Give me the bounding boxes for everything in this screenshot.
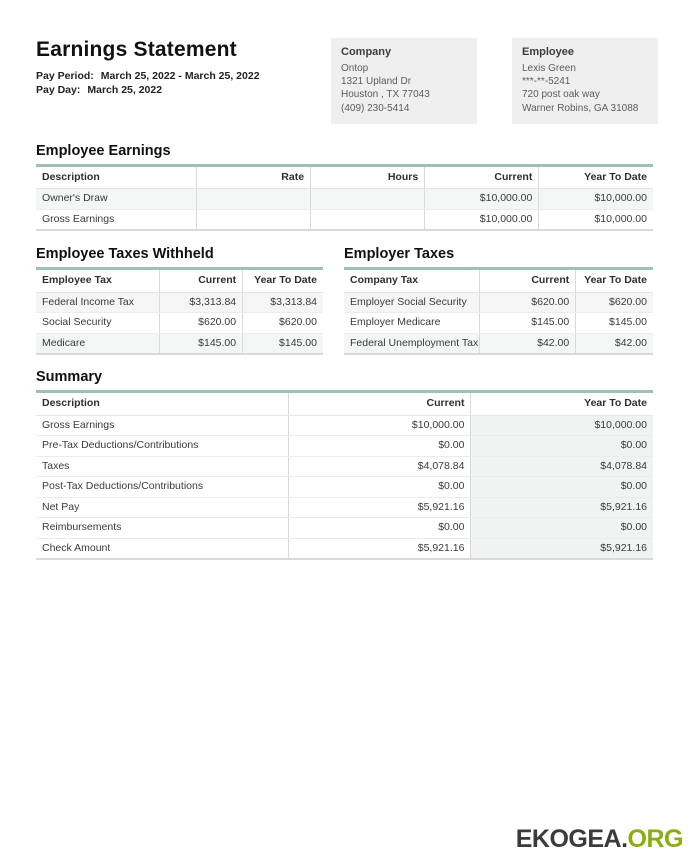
employee-taxes-column <box>36 231 323 355</box>
cell-ytd: $3,313.84 <box>243 292 323 313</box>
table-row <box>36 497 653 518</box>
cell-ytd: $5,921.16 <box>471 538 653 559</box>
cell-ytd: $10,000.00 <box>539 189 653 210</box>
cell-rate <box>196 209 310 230</box>
pay-day-value: March 25, 2022 <box>87 84 163 96</box>
cell-description: Owner's Draw <box>36 189 196 210</box>
company-phone: (409) 230-5414 <box>341 102 410 114</box>
header-cell-hours: Hours <box>311 165 425 189</box>
cell-current: $620.00 <box>480 292 576 313</box>
table-row <box>344 313 653 334</box>
cell-current: $5,921.16 <box>289 497 471 518</box>
table-header-row <box>36 392 653 416</box>
table-row <box>36 333 323 354</box>
employee-heading: Employee <box>522 46 574 58</box>
cell-current: $0.00 <box>289 477 471 498</box>
pay-period-value: March 25, 2022 - March 25, 2022 <box>100 70 260 82</box>
cell-description: Net Pay <box>36 497 289 518</box>
table-row <box>36 313 323 334</box>
company-city-line: Houston , TX 77043 <box>341 89 430 101</box>
header-cell-current: Current <box>159 269 242 293</box>
cell-current: $0.00 <box>289 518 471 539</box>
summary-table <box>36 390 653 560</box>
cell-current: $5,921.16 <box>289 538 471 559</box>
company-address-line: 1321 Upland Dr <box>341 76 412 88</box>
table-row <box>36 292 323 313</box>
cell-description: Pre-Tax Deductions/Contributions <box>36 436 289 457</box>
cell-current: $145.00 <box>159 333 242 354</box>
employee-address-line: 720 post oak way <box>522 89 600 101</box>
cell-tax-name: Medicare <box>36 333 159 354</box>
cell-current: $0.00 <box>289 436 471 457</box>
cell-rate <box>196 189 310 210</box>
cell-hours <box>311 209 425 230</box>
brand-secondary-text: ORG <box>627 825 683 853</box>
cell-tax-name: Employer Social Security <box>344 292 480 313</box>
employer-taxes-table <box>344 267 653 355</box>
cell-description: Gross Earnings <box>42 212 115 225</box>
cell-ytd: $145.00 <box>576 313 653 334</box>
company-card <box>331 38 477 124</box>
header-cell-description: Description <box>36 165 196 189</box>
pay-day-label: Pay Day: <box>36 84 81 96</box>
table-row <box>36 518 653 539</box>
cell-current: $10,000.00 <box>425 189 539 210</box>
cell-ytd: $620.00 <box>243 313 323 334</box>
cell-ytd: $0.00 <box>471 477 653 498</box>
header-cell-ytd: Year To Date <box>471 392 653 416</box>
cell-current: $42.00 <box>480 333 576 354</box>
document-header <box>0 0 690 124</box>
cell-current: $620.00 <box>159 313 242 334</box>
table-header-row <box>36 165 653 189</box>
header-cell-description: Description <box>36 392 289 416</box>
cell-ytd: $10,000.00 <box>471 415 653 436</box>
cell-ytd: $620.00 <box>576 292 653 313</box>
cell-tax-name: Federal Unemployment Tax <box>344 333 480 354</box>
header-cell-current: Current <box>289 392 471 416</box>
section-title-employee-taxes: Employee Taxes Withheld <box>36 246 214 263</box>
table-row <box>36 538 653 559</box>
pay-period-line <box>36 69 321 83</box>
page-title: Earnings Statement <box>36 38 237 61</box>
employee-taxes-table <box>36 267 323 355</box>
employee-ssn-masked: ***-**-5241 <box>522 76 571 88</box>
employer-taxes-column <box>344 231 653 355</box>
header-cell-company-tax: Company Tax <box>344 269 480 293</box>
section-title-employer-taxes: Employer Taxes <box>344 246 455 263</box>
table-row <box>36 209 653 230</box>
brand-logo <box>516 825 683 854</box>
cell-ytd: $145.00 <box>243 333 323 354</box>
table-row <box>36 477 653 498</box>
cell-ytd: $42.00 <box>576 333 653 354</box>
table-row <box>36 456 653 477</box>
employee-city-line: Warner Robins, GA 31088 <box>522 102 639 114</box>
cell-tax-name: Federal Income Tax <box>36 292 159 313</box>
table-header-row <box>36 269 323 293</box>
cell-current: $4,078.84 <box>289 456 471 477</box>
header-cell-ytd: Year To Date <box>539 165 653 189</box>
section-title-summary: Summary <box>36 369 103 386</box>
header-cell-ytd: Year To Date <box>243 269 323 293</box>
cell-current: $10,000.00 <box>289 415 471 436</box>
table-header-row <box>344 269 653 293</box>
cell-ytd: $0.00 <box>471 436 653 457</box>
cell-hours <box>311 189 425 210</box>
table-row <box>36 415 653 436</box>
table-row <box>36 189 653 210</box>
header-cell-ytd: Year To Date <box>576 269 653 293</box>
title-block <box>36 38 331 124</box>
cell-current: $145.00 <box>480 313 576 334</box>
pay-day-line <box>36 83 321 97</box>
company-heading: Company <box>341 46 392 58</box>
employee-card <box>512 38 658 124</box>
section-title-employee-earnings: Employee Earnings <box>36 142 171 159</box>
taxes-section <box>36 231 653 355</box>
header-cell-rate: Rate <box>196 165 310 189</box>
cell-ytd: $10,000.00 <box>539 209 653 230</box>
company-name: Ontop <box>341 63 369 74</box>
pay-period-label: Pay Period: <box>36 70 94 82</box>
cell-current: $10,000.00 <box>425 209 539 230</box>
cell-description: Reimbursements <box>36 518 289 539</box>
cell-description: Taxes <box>36 456 289 477</box>
brand-primary-text: EKOGEA. <box>515 825 628 853</box>
employee-name: Lexis Green <box>522 63 576 74</box>
cell-tax-name: Employer Medicare <box>344 313 480 334</box>
cell-tax-name: Social Security <box>36 313 159 334</box>
cell-description: Post-Tax Deductions/Contributions <box>36 477 289 498</box>
cell-ytd: $0.00 <box>471 518 653 539</box>
cell-current: $3,313.84 <box>159 292 242 313</box>
header-cell-employee-tax: Employee Tax <box>36 269 159 293</box>
cell-description: Gross Earnings <box>36 415 289 436</box>
cell-ytd: $4,078.84 <box>471 456 653 477</box>
header-cell-current: Current <box>425 165 539 189</box>
table-row <box>36 436 653 457</box>
table-row <box>344 333 653 354</box>
employee-earnings-table <box>36 164 653 232</box>
document-body <box>0 143 690 561</box>
cell-ytd: $5,921.16 <box>471 497 653 518</box>
header-cell-current: Current <box>480 269 576 293</box>
table-row <box>344 292 653 313</box>
cell-description: Check Amount <box>42 541 111 554</box>
